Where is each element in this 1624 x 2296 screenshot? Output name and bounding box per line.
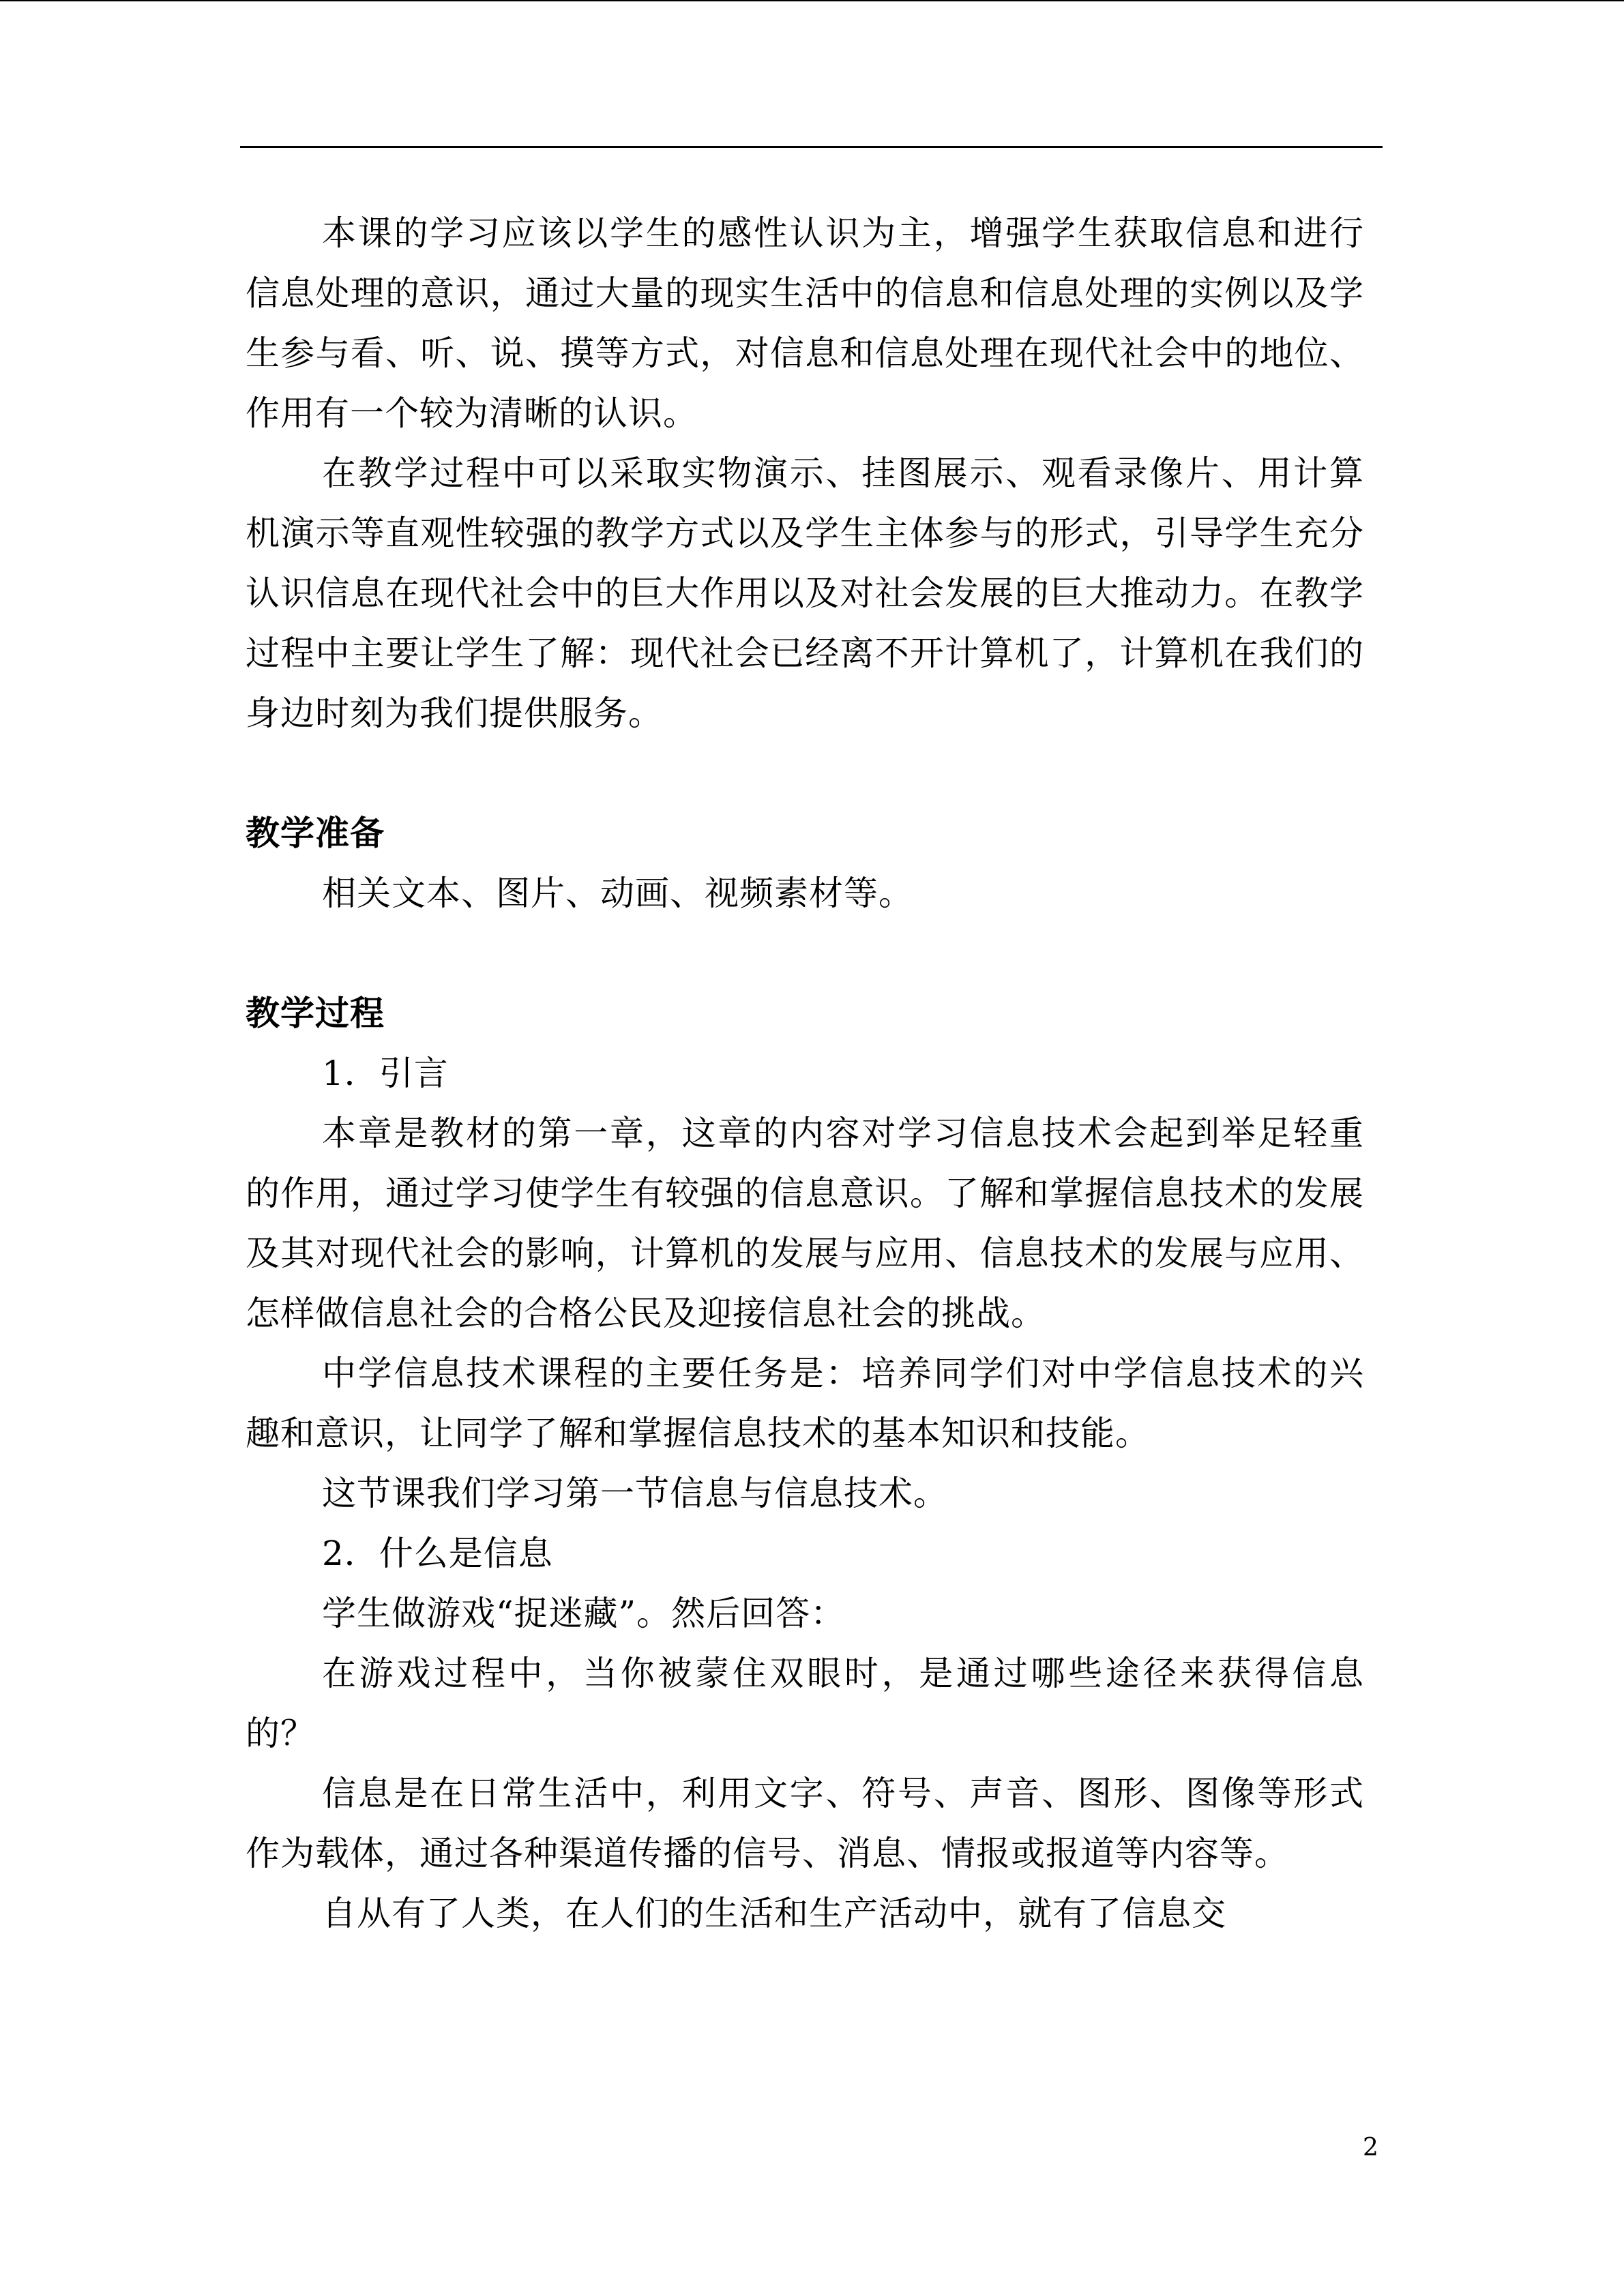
process-paragraph: 学生做游戏“捉迷藏”。然后回答： <box>322 1594 846 1633</box>
process-paragraph: 中学信息技术课程的主要任务是：培养同学们对中学信息技术的兴趣和意识，让同学了解和掌握信息技术的基本知识和技能。 <box>246 1354 1364 1453</box>
section-gap <box>246 743 1364 803</box>
process-paragraph: 这节课我们学习第一节信息与信息技术。 <box>322 1474 948 1513</box>
section-heading-prep: 教学准备 <box>246 813 385 853</box>
section-gap <box>246 923 1364 983</box>
process-paragraph: 信息是在日常生活中，利用文字、符号、声音、图形、图像等形式作为载体，通过各种渠道传播的信号、消息、情报或报道等内容等。 <box>246 1774 1364 1873</box>
page-top-border <box>0 0 1624 1</box>
process-paragraph: 在游戏过程中，当你被蒙住双眼时，是通过哪些途径来获得信息的？ <box>246 1654 1364 1753</box>
section-heading-process: 教学过程 <box>246 993 385 1033</box>
process-subheading-intro: 1．引言 <box>322 1054 449 1093</box>
process-paragraph: 自从有了人类，在人们的生活和生产活动中，就有了信息交 <box>322 1894 1226 1933</box>
document-body <box>246 203 1364 1943</box>
intro-paragraph-2: 在教学过程中可以采取实物演示、挂图展示、观看录像片、用计算机演示等直观性较强的教学方式以及学生主体参与的形式，引导学生充分认识信息在现代社会中的巨大作用以及对社会发展的巨大推动力。在教学过程中主要让学生了解：现代社会已经离不开计算机了，计算机在我们的身边时刻为我们提供服务。 <box>246 453 1364 733</box>
page-number: 2 <box>1363 2134 1378 2162</box>
prep-paragraph: 相关文本、图片、动画、视频素材等。 <box>322 874 913 913</box>
intro-paragraph-1: 本课的学习应该以学生的感性认识为主，增强学生获取信息和进行信息处理的意识，通过大量的现实生活中的信息和信息处理的实例以及学生参与看、听、说、摸等方式，对信息和信息处理在现代社会中的地位、作用有一个较为清晰的认识。 <box>246 213 1364 433</box>
header-rule <box>240 146 1383 148</box>
process-subheading-what-is-info: 2．什么是信息 <box>322 1534 553 1573</box>
process-paragraph: 本章是教材的第一章，这章的内容对学习信息技术会起到举足轻重的作用，通过学习使学生有较强的信息意识。了解和掌握信息技术的发展及其对现代社会的影响，计算机的发展与应用、信息技术的发展与应用、怎样做信息社会的合格公民及迎接信息社会的挑战。 <box>246 1114 1364 1333</box>
